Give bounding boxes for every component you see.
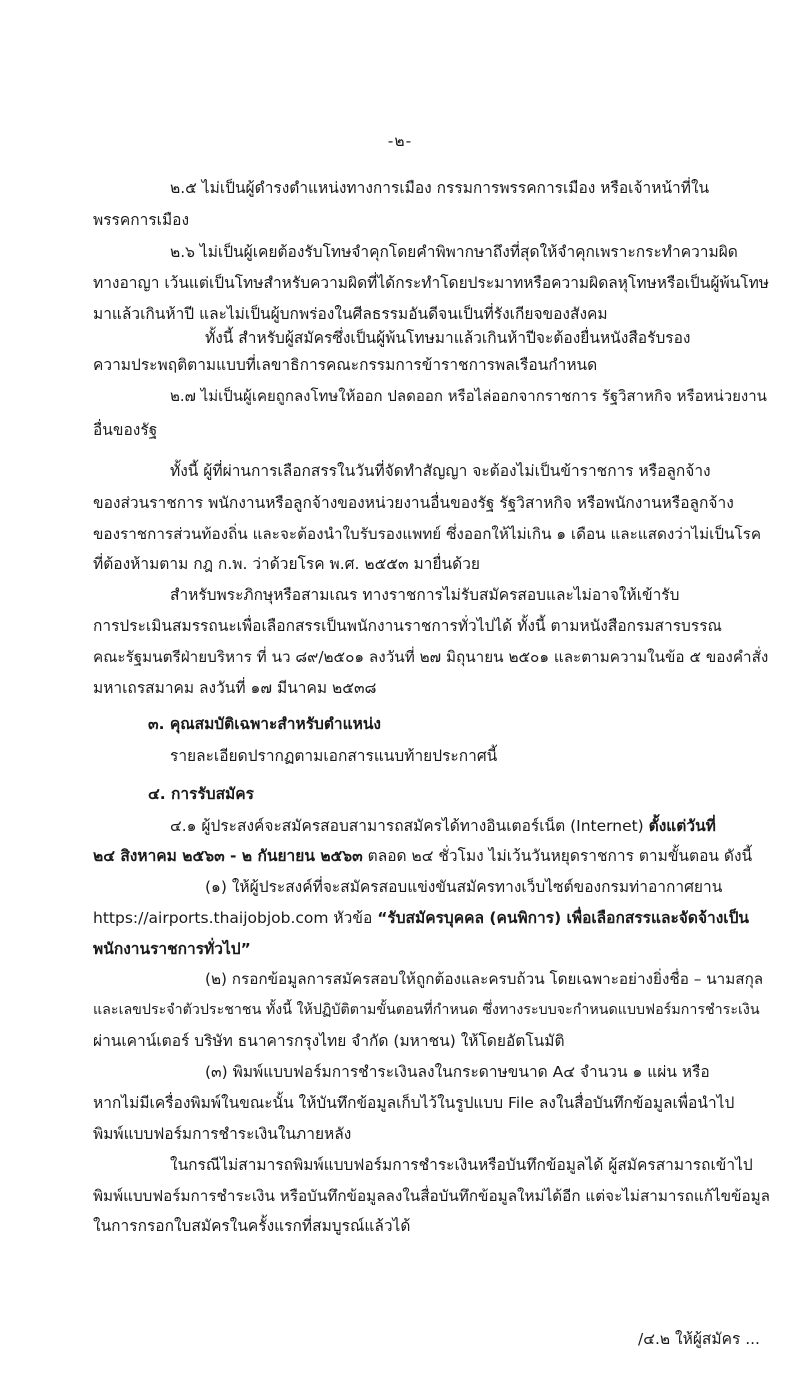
section-2-5-line-2: พรรคการเมือง	[93, 211, 190, 229]
section-4-1-line-1	[170, 814, 716, 838]
section-4-heading: ๔. การรับสมัคร	[148, 785, 254, 803]
section-4-1-line-2	[93, 844, 752, 868]
section-2-7-line-2: อื่นของรัฐ	[93, 421, 158, 439]
step-1-line-2	[93, 906, 749, 930]
step-3-line-3: พิมพ์แบบฟอร์มการชำระเงินในภายหลัง	[93, 1125, 352, 1143]
monk-paragraph-line-2: การประเมินสมรรถนะเพื่อเลือกสรรเป็นพนักงานราชการทั่วไปได้ ทั้งนี้ ตามหนังสือกรมสารบรรณ	[93, 617, 722, 635]
section-2-5-line-1: ๒.๕ ไม่เป็นผู้ดำรงตำแหน่งทางการเมือง กรรมการพรรคการเมือง หรือเจ้าหน้าที่ใน	[170, 179, 710, 197]
monk-paragraph-line-1: สำหรับพระภิกษุหรือสามเณร ทางราชการไม่รับสมัครสอบและไม่อาจให้เข้ารับ	[170, 586, 680, 604]
step-1-line-3: พนักงานราชการทั่วไป”	[93, 940, 251, 958]
section-4-1-start-date-label: ตั้งแต่วันที่	[648, 817, 716, 835]
application-period: ๒๔ สิงหาคม ๒๕๖๓ - ๒ กันยายน ๒๕๖๓	[93, 847, 363, 865]
step-2-line-1: (๒) กรอกข้อมูลการสมัครสอบให้ถูกต้องและครบถ้วน โดยเฉพาะอย่างยิ่งชื่อ – นามสกุล	[205, 970, 764, 988]
step-2-line-3: ผ่านเคาน์เตอร์ บริษัท ธนาคารกรุงไทย จำกัด (มหาชน) ให้โดยอัตโนมัติ	[93, 1032, 565, 1050]
case-paragraph-line-3: ในการกรอกใบสมัครในครั้งแรกที่สมบูรณ์แล้วได้	[93, 1217, 411, 1235]
section-2-6-line-5: ความประพฤติตามแบบที่เลขาธิการคณะกรรมการข้าราชการพลเรือนกำหนด	[93, 356, 598, 374]
step-2-line-2: และเลขประจำตัวประชาชน ทั้งนี้ ให้ปฏิบัติตามขั้นตอนที่กำหนด ซึ่งทางระบบจะกำหนดแบบฟอร์มการชำระเงิน	[93, 1002, 760, 1018]
section-2-7-line-1: ๒.๗ ไม่เป็นผู้เคยถูกลงโทษให้ออก ปลดออก หรือไล่ออกจากราชการ รัฐวิสาหกิจ หรือหน่วยงาน	[170, 387, 767, 405]
section-3-body: รายละเอียดปรากฏตามเอกสารแนบท้ายประกาศนี้	[170, 747, 498, 765]
step-3-line-1: (๓) พิมพ์แบบฟอร์มการชำระเงินลงในกระดาษขนาด A๔ จำนวน ๑ แผ่น หรือ	[205, 1063, 710, 1081]
contract-paragraph-line-3: ของราชการส่วนท้องถิ่น และจะต้องนำใบรับรองแพทย์ ซึ่งออกให้ไม่เกิน ๑ เดือน และแสดงว่าไม่เป็นโรค	[93, 525, 762, 543]
section-2-6-line-4: ทั้งนี้ สำหรับผู้สมัครซึ่งเป็นผู้พ้นโทษมาแล้วเกินห้าปีจะต้องยื่นหนังสือรับรอง	[205, 329, 691, 347]
monk-paragraph-line-4: มหาเถรสมาคม ลงวันที่ ๑๗ มีนาคม ๒๕๓๘	[93, 679, 377, 697]
step-1-line-1: (๑) ให้ผู้ประสงค์ที่จะสมัครสอบแข่งขันสมัครทางเว็บไซต์ของกรมท่าอากาศยาน	[205, 878, 723, 896]
section-4-1-line-2-text: ตลอด ๒๔ ชั่วโมง ไม่เว้นวันหยุดราชการ ตามขั้นตอน ดังนี้	[367, 847, 753, 865]
website-url: https://airports.thaijobjob.com หัวข้อ	[93, 909, 373, 927]
contract-paragraph-line-4: ที่ต้องห้ามตาม กฎ ก.พ. ว่าด้วยโรค พ.ศ. ๒๕๕๓ มายื่นด้วย	[93, 555, 481, 573]
contract-paragraph-line-1: ทั้งนี้ ผู้ที่ผ่านการเลือกสรรในวันที่จัดทำสัญญา จะต้องไม่เป็นข้าราชการ หรือลูกจ้าง	[170, 462, 711, 480]
section-3-heading: ๓. คุณสมบัติเฉพาะสำหรับตำแหน่ง	[148, 715, 381, 733]
contract-paragraph-line-2: ของส่วนราชการ พนักงานหรือลูกจ้างของหน่วยงานอื่นของรัฐ รัฐวิสาหกิจ หรือพนักงานหรือลูกจ้าง	[93, 494, 734, 512]
announcement-title: “รับสมัครบุคคล (คนพิการ) เพื่อเลือกสรรและจัดจ้างเป็น	[377, 909, 750, 927]
section-4-1-line-1-text: ๔.๑ ผู้ประสงค์จะสมัครสอบสามารถสมัครได้ทางอินเตอร์เน็ต (Internet)	[170, 817, 644, 835]
monk-paragraph-line-3: คณะรัฐมนตรีฝ่ายบริหาร ที่ นว ๘๙/๒๕๐๑ ลงวันที่ ๒๗ มิถุนายน ๒๕๐๑ และตามความในข้อ ๕ ของคำสั่ง	[93, 648, 769, 666]
page-number: -๒-	[387, 132, 413, 150]
continuation-note: /๔.๒ ให้ผู้สมัคร ...	[638, 1330, 760, 1348]
case-paragraph-line-1: ในกรณีไม่สามารถพิมพ์แบบฟอร์มการชำระเงินหรือบันทึกข้อมูลได้ ผู้สมัครสามารถเข้าไป	[170, 1156, 753, 1174]
step-3-line-2: หากไม่มีเครื่องพิมพ์ในขณะนั้น ให้บันทึกข้อมูลเก็บไว้ในรูปแบบ File ลงในสื่อบันทึกข้อมูลเพื่อนำไป	[93, 1094, 735, 1112]
case-paragraph-line-2: พิมพ์แบบฟอร์มการชำระเงิน หรือบันทึกข้อมูลลงในสื่อบันทึกข้อมูลใหม่ได้อีก แต่จะไม่สามารถแก้ไขข้อมูล	[93, 1187, 771, 1205]
section-2-6-line-2: ทางอาญา เว้นแต่เป็นโทษสำหรับความผิดที่ได้กระทำโดยประมาทหรือความผิดลหุโทษหรือเป็นผู้พ้นโทษ	[93, 274, 770, 292]
section-2-6-line-3: มาแล้วเกินห้าปี และไม่เป็นผู้บกพร่องในศีลธรรมอันดีจนเป็นที่รังเกียจของสังคม	[93, 305, 608, 323]
section-2-6-line-1: ๒.๖ ไม่เป็นผู้เคยต้องรับโทษจำคุกโดยคำพิพากษาถึงที่สุดให้จำคุกเพราะกระทำความผิด	[170, 243, 738, 261]
